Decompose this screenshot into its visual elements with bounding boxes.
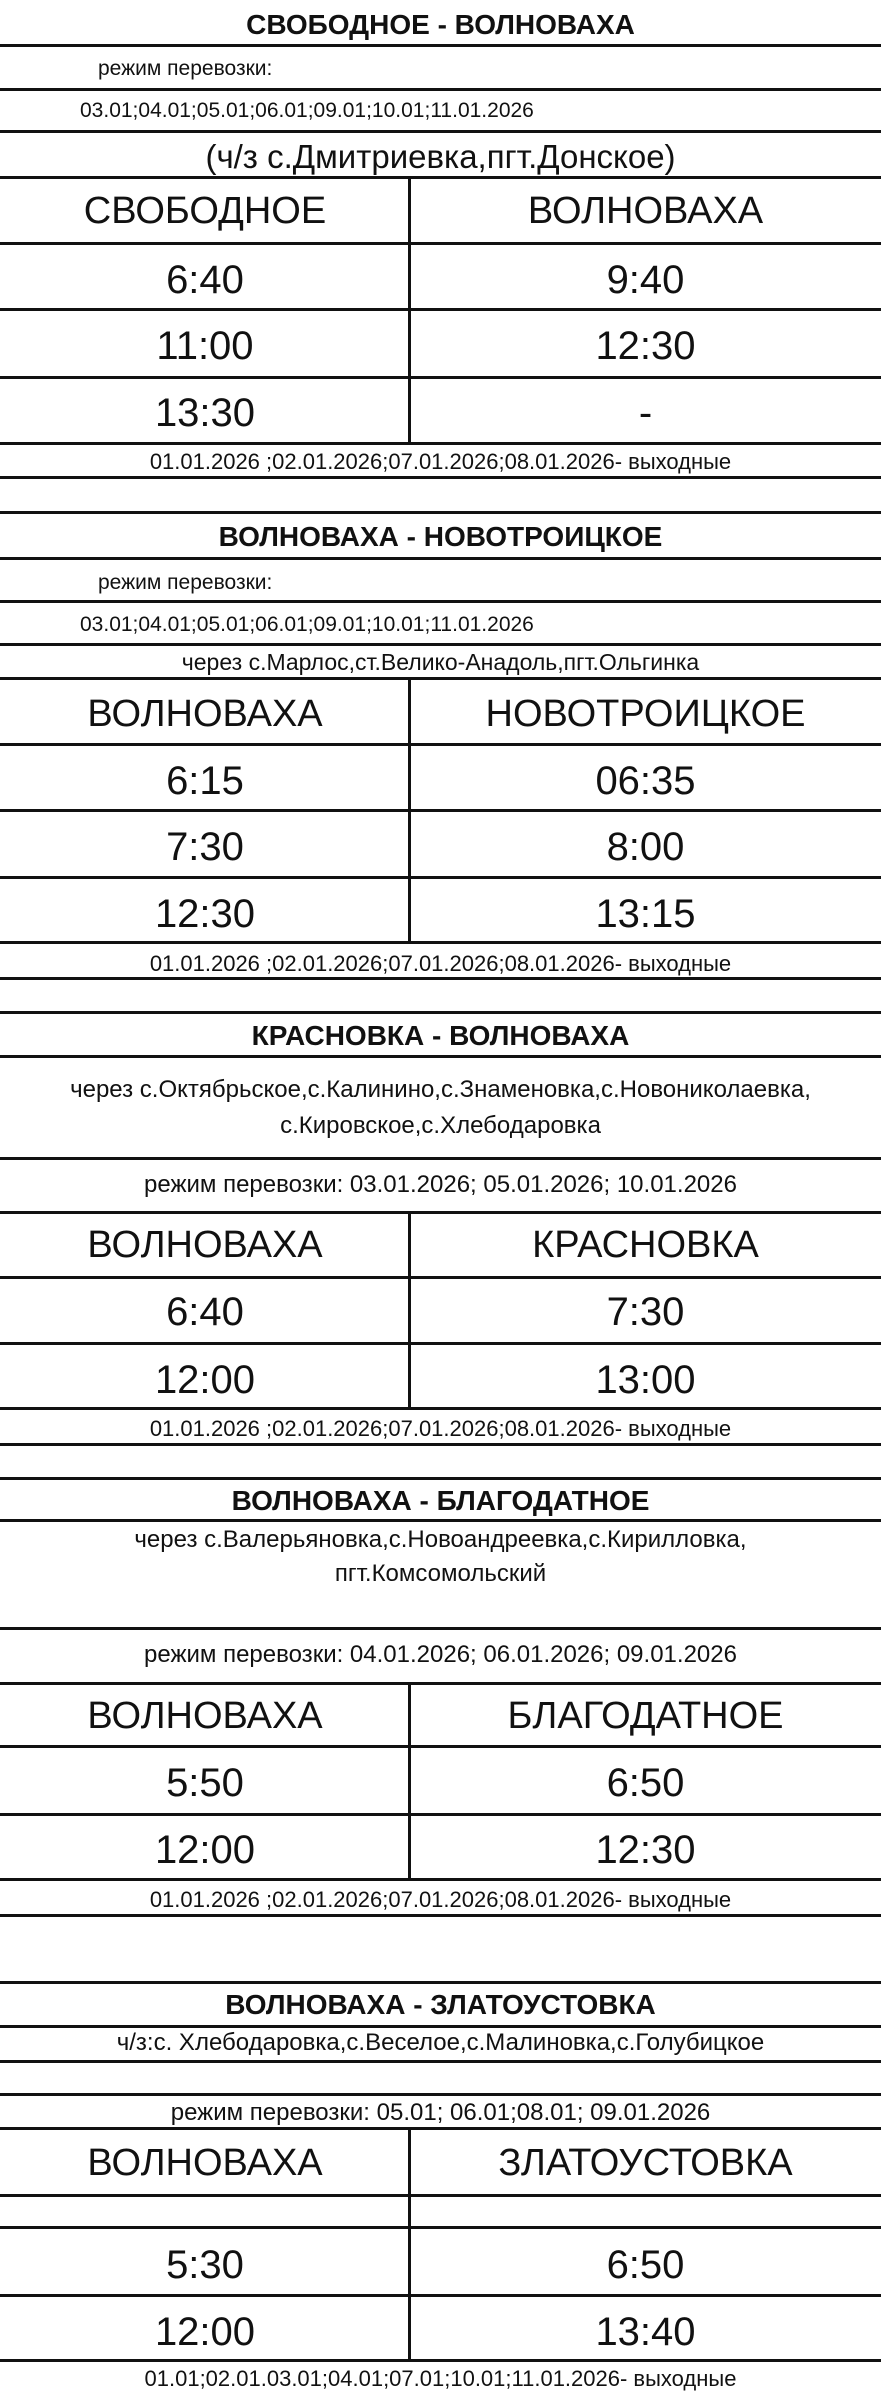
mode-dates: 03.01;04.01;05.01;06.01;09.01;10.01;11.01.2026	[80, 613, 534, 636]
return-time: 06:35	[595, 759, 696, 803]
section-title: ВОЛНОВАХА - БЛАГОДАТНОЕ	[231, 1485, 650, 1516]
column-header-to: ВОЛНОВАХА	[527, 190, 764, 232]
return-time: 12:30	[595, 324, 696, 368]
column-header-to: КРАСНОВКА	[532, 1224, 759, 1266]
route-via-line2: пгт.Комсомольский	[334, 1560, 547, 1587]
column-header-from: ВОЛНОВАХА	[87, 2142, 323, 2184]
return-time: 7:30	[606, 1290, 685, 1334]
section-title: ВОЛНОВАХА - ЗЛАТОУСТОВКА	[225, 1989, 656, 2020]
route-via: (ч/з с.Дмитриевка,пгт.Донское)	[205, 138, 676, 175]
departure-time: 7:30	[166, 825, 244, 869]
return-time: 13:00	[595, 1358, 696, 1402]
departure-time: 6:40	[166, 258, 244, 302]
column-header-to: ЗЛАТОУСТОВКА	[498, 2142, 793, 2184]
mode-label: режим перевозки:	[98, 57, 273, 80]
section-title: СВОБОДНОЕ - ВОЛНОВАХА	[246, 9, 635, 40]
holidays-note: 01.01.2026 ;02.01.2026;07.01.2026;08.01.2026- выходные	[149, 449, 732, 474]
column-header-from: СВОБОДНОЕ	[83, 190, 327, 232]
return-time: 13:40	[595, 2310, 696, 2354]
return-time: 13:15	[595, 892, 696, 936]
route-via: ч/з:с. Хлебодаровка,с.Веселое,с.Малиновка,с.Голубицкое	[116, 2029, 765, 2056]
transport-mode: режим перевозки: 04.01.2026; 06.01.2026; 09.01.2026	[144, 1641, 737, 1668]
transport-mode: режим перевозки: 03.01.2026; 05.01.2026; 10.01.2026	[144, 1171, 737, 1198]
holidays-note: 01.01;02.01.03.01;04.01;07.01;10.01;11.01.2026- выходные	[144, 2366, 737, 2391]
route-via: через с.Марлос,ст.Велико-Анадоль,пгт.Ольгинка	[181, 649, 700, 675]
mode-dates: 03.01;04.01;05.01;06.01;09.01;10.01;11.01.2026	[80, 99, 534, 122]
departure-time: 6:40	[166, 1290, 244, 1334]
holidays-note: 01.01.2026 ;02.01.2026;07.01.2026;08.01.2026- выходные	[149, 1416, 732, 1441]
departure-time: 13:30	[154, 391, 256, 435]
departure-time: 11:00	[156, 324, 254, 368]
column-header-to: НОВОТРОИЦКОЕ	[485, 693, 806, 735]
return-time: -	[638, 391, 653, 435]
column-header-to: БЛАГОДАТНОЕ	[507, 1695, 784, 1737]
return-time: 8:00	[606, 825, 685, 869]
transport-mode: режим перевозки: 05.01; 06.01;08.01; 09.01.2026	[170, 2099, 711, 2126]
return-time: 6:50	[606, 1761, 685, 1805]
return-time: 9:40	[606, 258, 685, 302]
return-time: 6:50	[606, 2243, 685, 2287]
departure-time: 12:00	[154, 1828, 256, 1872]
column-header-from: ВОЛНОВАХА	[87, 693, 323, 735]
departure-time: 12:00	[154, 2310, 256, 2354]
departure-time: 5:50	[166, 1761, 244, 1805]
departure-time: 12:30	[154, 892, 256, 936]
section-title: ВОЛНОВАХА - НОВОТРОИЦКОЕ	[218, 521, 663, 552]
holidays-note: 01.01.2026 ;02.01.2026;07.01.2026;08.01.2026- выходные	[149, 951, 732, 976]
route-via-line2: с.Кировское,с.Хлебодаровка	[280, 1112, 601, 1139]
route-via-line1: через с.Октябрьское,с.Калинино,с.Знаменовка,с.Новониколаевка,	[70, 1076, 811, 1103]
departure-time: 12:00	[154, 1358, 256, 1402]
section-title: КРАСНОВКА - ВОЛНОВАХА	[251, 1020, 630, 1051]
mode-label: режим перевозки:	[98, 571, 273, 594]
column-header-from: ВОЛНОВАХА	[87, 1695, 323, 1737]
column-header-from: ВОЛНОВАХА	[87, 1224, 323, 1266]
departure-time: 6:15	[166, 759, 244, 803]
route-via-line1: через с.Валерьяновка,с.Новоандреевка,с.Кирилловка,	[134, 1526, 747, 1553]
return-time: 12:30	[595, 1828, 696, 1872]
departure-time: 5:30	[166, 2243, 244, 2287]
holidays-note: 01.01.2026 ;02.01.2026;07.01.2026;08.01.2026- выходные	[149, 1887, 732, 1912]
